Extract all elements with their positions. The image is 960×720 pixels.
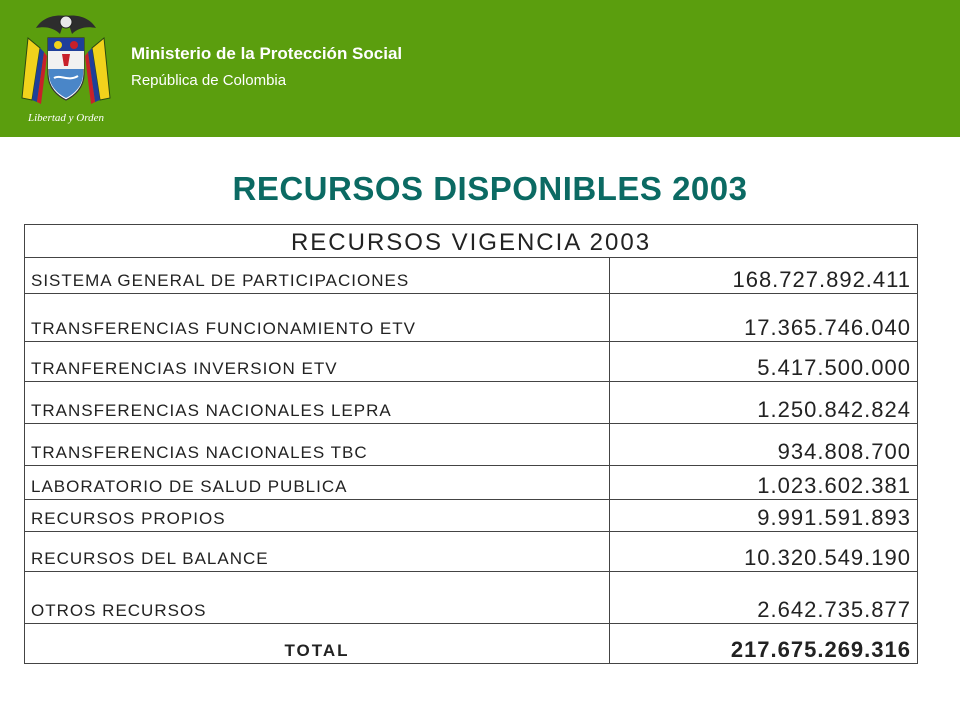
- table-row: [25, 532, 918, 572]
- resources-table: [24, 224, 918, 664]
- ministry-name: Ministerio de la Protección Social: [131, 44, 403, 63]
- row-value: 1.023.602.381: [610, 466, 918, 500]
- row-label: LABORATORIO DE SALUD PUBLICA: [25, 466, 610, 500]
- total-row: [25, 624, 918, 664]
- row-label: TRANSFERENCIAS NACIONALES LEPRA: [25, 382, 610, 424]
- coat-of-arms-graphic: [18, 8, 114, 112]
- row-value: 1.250.842.824: [610, 382, 918, 424]
- row-label: TRANSFERENCIAS FUNCIONAMIENTO ETV: [25, 294, 610, 342]
- motto-text: Libertad y Orden: [28, 112, 104, 124]
- row-value: 9.991.591.893: [610, 500, 918, 532]
- table-row: [25, 466, 918, 500]
- row-value: 168.727.892.411: [610, 258, 918, 294]
- row-label: TRANSFERENCIAS NACIONALES TBC: [25, 424, 610, 466]
- row-label: RECURSOS DEL BALANCE: [25, 532, 610, 572]
- row-value: 2.642.735.877: [610, 572, 918, 624]
- table-row: [25, 342, 918, 382]
- table-row: [25, 258, 918, 294]
- table-row: [25, 500, 918, 532]
- row-label: SISTEMA GENERAL DE PARTICIPACIONES: [25, 258, 610, 294]
- total-label: TOTAL: [25, 624, 610, 664]
- republic-name: República de Colombia: [131, 72, 287, 89]
- table-heading-row: [25, 225, 918, 258]
- row-label: RECURSOS PROPIOS: [25, 500, 610, 532]
- row-value: 5.417.500.000: [610, 342, 918, 382]
- page-title: RECURSOS DISPONIBLES 2003: [232, 170, 748, 207]
- total-value: 217.675.269.316: [610, 624, 918, 664]
- table-row: [25, 572, 918, 624]
- row-label: TRANFERENCIAS INVERSION ETV: [25, 342, 610, 382]
- header-bar: [0, 0, 960, 137]
- table-row: [25, 294, 918, 342]
- row-value: 10.320.549.190: [610, 532, 918, 572]
- table-row: [25, 424, 918, 466]
- table-heading: RECURSOS VIGENCIA 2003: [25, 225, 918, 258]
- row-value: 934.808.700: [610, 424, 918, 466]
- row-value: 17.365.746.040: [610, 294, 918, 342]
- table-row: [25, 382, 918, 424]
- row-label: OTROS RECURSOS: [25, 572, 610, 624]
- coat-of-arms-icon: [18, 8, 114, 132]
